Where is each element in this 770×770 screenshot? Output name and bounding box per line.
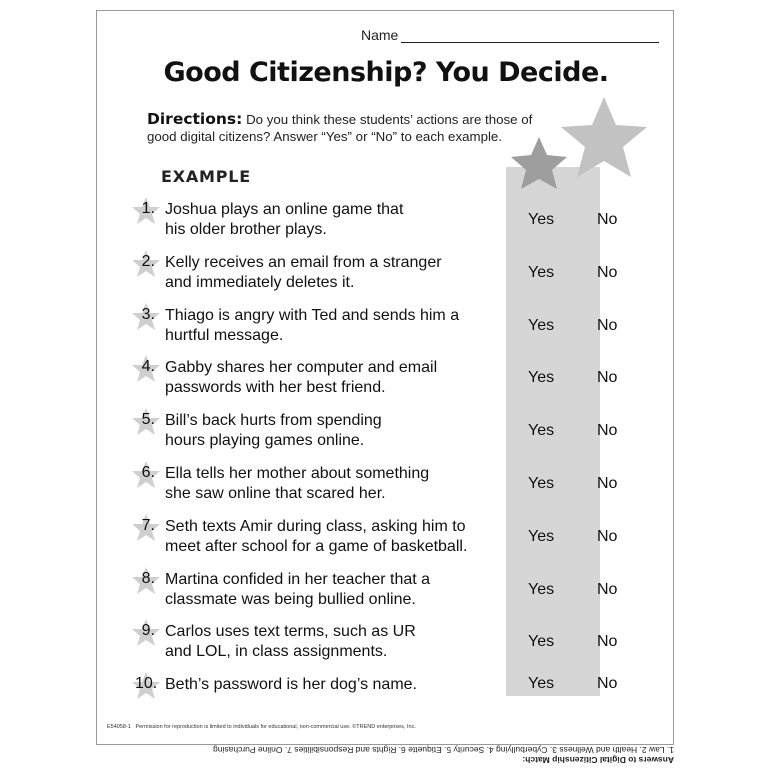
question-text xyxy=(165,306,495,346)
answer-no-option[interactable]: No xyxy=(597,475,618,492)
answer-no-option[interactable]: No xyxy=(597,422,618,440)
answer-yes-option[interactable]: Yes xyxy=(528,580,555,598)
question-text-line: Martina confided in her teacher that a xyxy=(165,570,431,588)
question-number: 1. xyxy=(141,200,155,217)
answer-no-option[interactable]: No xyxy=(597,369,618,387)
product-code: E54058-1 xyxy=(107,724,131,730)
question-text xyxy=(165,622,495,662)
question-text-line: passwords with her best friend. xyxy=(165,379,386,397)
question-text xyxy=(165,200,495,240)
question-text xyxy=(165,464,495,504)
question-text-line: Carlos uses text terms, such as UR xyxy=(165,623,416,641)
question-text-line: classmate was being bullied online. xyxy=(165,590,416,608)
question-text-line: Bill’s back hurts from spending xyxy=(165,412,382,430)
question-item xyxy=(97,193,675,246)
question-number: 5. xyxy=(141,411,155,429)
answer-yes-option[interactable]: Yes xyxy=(528,211,555,228)
question-text xyxy=(165,570,495,610)
example-heading: EXAMPLE xyxy=(161,167,252,186)
question-item xyxy=(97,246,675,299)
question-number: 4. xyxy=(141,358,155,376)
question-text-line: his older brother plays. xyxy=(165,221,327,238)
answer-yes-option[interactable]: Yes xyxy=(528,422,555,440)
answer-key-upside-down xyxy=(96,745,674,765)
question-number: 9. xyxy=(141,622,155,640)
answer-no-option[interactable]: No xyxy=(597,211,618,228)
answer-yes-option[interactable]: Yes xyxy=(528,316,555,334)
question-text-line: Joshua plays an online game that xyxy=(165,201,404,218)
question-item xyxy=(97,615,675,668)
directions-label: Directions: xyxy=(147,110,243,128)
answer-yes-option[interactable]: Yes xyxy=(528,263,555,281)
question-text-line: Seth texts Amir during class, asking him to xyxy=(165,517,466,535)
question-text-line: Ella tells her mother about something xyxy=(165,465,430,482)
question-text-line: she saw online that scared her. xyxy=(165,485,386,502)
question-text-line: and immediately deletes it. xyxy=(165,273,355,291)
question-text-line: hours playing games online. xyxy=(165,432,365,450)
answer-key-heading: Answers to Digital Citizenship Match: xyxy=(522,755,674,765)
answer-no-option[interactable]: No xyxy=(597,675,618,693)
directions-text: Do you think these students’ actions are those of good digital citizens? Answer “Yes” or “No” to each example. xyxy=(147,112,533,144)
question-text-line: meet after school for a game of basketball. xyxy=(165,537,468,555)
question-text xyxy=(165,517,495,557)
answer-yes-option[interactable]: Yes xyxy=(528,527,555,545)
question-number: 2. xyxy=(141,252,155,270)
question-text-line: and LOL, in class assignments. xyxy=(165,643,388,661)
answer-yes-option[interactable]: Yes xyxy=(528,369,555,387)
question-text-line: Beth’s password is her dog’s name. xyxy=(165,676,417,694)
answer-key-text: 1. Law 2. Health and Wellness 3. Cyberbullying 4. Security 5. Etiquette 6. Rights and Responsibilities 7. Online Purchasing xyxy=(213,745,674,755)
question-number: 8. xyxy=(141,569,155,587)
worksheet xyxy=(96,10,674,745)
answer-yes-option[interactable]: Yes xyxy=(528,475,555,492)
permission-text: Permission for reproduction is limited to individuals for educational, non-commercial use. ©TREND enterprises, Inc. xyxy=(135,724,416,730)
answer-yes-option[interactable]: Yes xyxy=(528,675,555,693)
name-blank-line[interactable] xyxy=(401,42,659,43)
question-text-line: Kelly receives an email from a stranger xyxy=(165,253,442,271)
name-label: Name xyxy=(361,27,399,43)
answer-no-option[interactable]: No xyxy=(597,316,618,334)
question-text-line: Gabby shares her computer and email xyxy=(165,359,438,377)
answer-yes-option[interactable]: Yes xyxy=(528,633,555,651)
answer-no-option[interactable]: No xyxy=(597,633,618,651)
question-text xyxy=(165,253,495,293)
question-item xyxy=(97,668,675,721)
question-item xyxy=(97,510,675,563)
question-text xyxy=(165,411,495,451)
question-number: 3. xyxy=(141,305,155,323)
footer-permission xyxy=(107,724,416,730)
directions xyxy=(147,111,547,145)
question-item xyxy=(97,563,675,616)
question-number: 10. xyxy=(135,675,158,693)
question-item xyxy=(97,457,675,510)
question-number: 7. xyxy=(141,516,155,534)
answer-no-option[interactable]: No xyxy=(597,263,618,281)
question-text-line: Thiago is angry with Ted and sends him a xyxy=(165,306,460,324)
question-item xyxy=(97,351,675,404)
question-item xyxy=(97,404,675,457)
question-item xyxy=(97,299,675,352)
answer-no-option[interactable]: No xyxy=(597,580,618,598)
page-title: Good Citizenship? You Decide. xyxy=(163,57,609,88)
answer-no-option[interactable]: No xyxy=(597,527,618,545)
question-text xyxy=(165,675,495,695)
question-number: 6. xyxy=(141,464,155,481)
question-text xyxy=(165,358,495,398)
question-text-line: hurtful message. xyxy=(165,326,284,344)
